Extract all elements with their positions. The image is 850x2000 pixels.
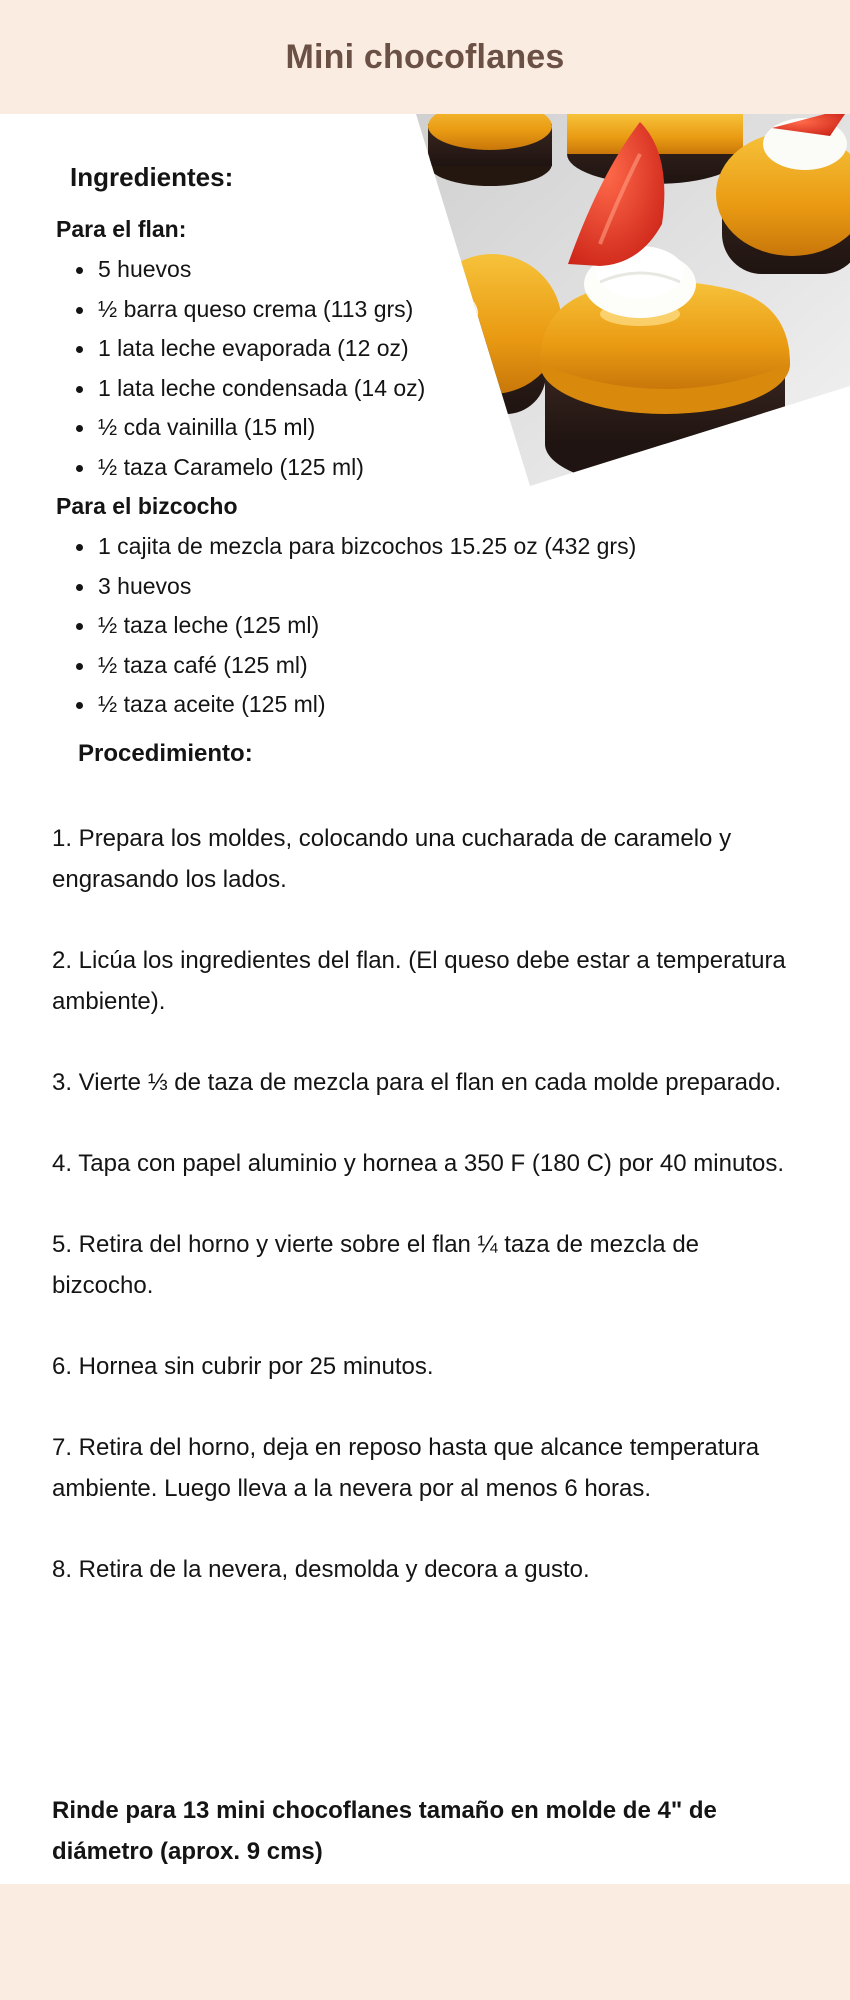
procedure-step: 1. Prepara los moldes, colocando una cucharada de caramelo y engrasando los lados. — [52, 825, 732, 893]
list-item: 5 huevos — [70, 250, 425, 290]
list-item: 1 lata leche condensada (14 oz) — [70, 369, 425, 409]
list-item: 3 huevos — [70, 567, 636, 607]
procedure-steps — [52, 818, 792, 1630]
procedure-step: 7. Retira del horno, deja en reposo hasta que alcance temperatura ambiente. Luego lleva a la nevera por al menos 6 horas. — [52, 1434, 760, 1502]
procedure-step: 4. Tapa con papel aluminio y hornea a 350 F (180 C) por 40 minutos. — [52, 1150, 784, 1177]
flan-ingredients-list — [70, 250, 425, 488]
procedure-step: 8. Retira de la nevera, desmolda y decora a gusto. — [52, 1556, 590, 1583]
page-title: Mini chocoflanes — [285, 37, 565, 76]
ingredients-heading: Ingredientes: — [70, 162, 234, 192]
list-item: ½ taza leche (125 ml) — [70, 606, 636, 646]
recipe-yield: Rinde para 13 mini chocoflanes tamaño en molde de 4" de diámetro (aprox. 9 cms) — [52, 1797, 717, 1865]
procedure-step: 5. Retira del horno y vierte sobre el flan ¼ taza de mezcla de bizcocho. — [52, 1231, 700, 1299]
page-header — [0, 0, 850, 114]
list-item: 1 lata leche evaporada (12 oz) — [70, 329, 425, 369]
cake-subheading: Para el bizcocho — [56, 493, 238, 519]
list-item: ½ taza Caramelo (125 ml) — [70, 448, 425, 488]
procedure-step: 6. Hornea sin cubrir por 25 minutos. — [52, 1353, 434, 1380]
list-item: ½ taza aceite (125 ml) — [70, 685, 636, 725]
list-item: ½ cda vainilla (15 ml) — [70, 408, 425, 448]
flan-subheading: Para el flan: — [56, 216, 187, 242]
list-item: ½ taza café (125 ml) — [70, 646, 636, 686]
procedure-step: 3. Vierte ⅓ de taza de mezcla para el flan en cada molde preparado. — [52, 1069, 782, 1096]
list-item: 1 cajita de mezcla para bizcochos 15.25 oz (432 grs) — [70, 527, 636, 567]
procedure-heading: Procedimiento: — [78, 740, 253, 767]
cake-ingredients-list — [70, 527, 636, 725]
list-item: ½ barra queso crema (113 grs) — [70, 290, 425, 330]
procedure-step: 2. Licúa los ingredientes del flan. (El queso debe estar a temperatura ambiente). — [52, 947, 786, 1015]
